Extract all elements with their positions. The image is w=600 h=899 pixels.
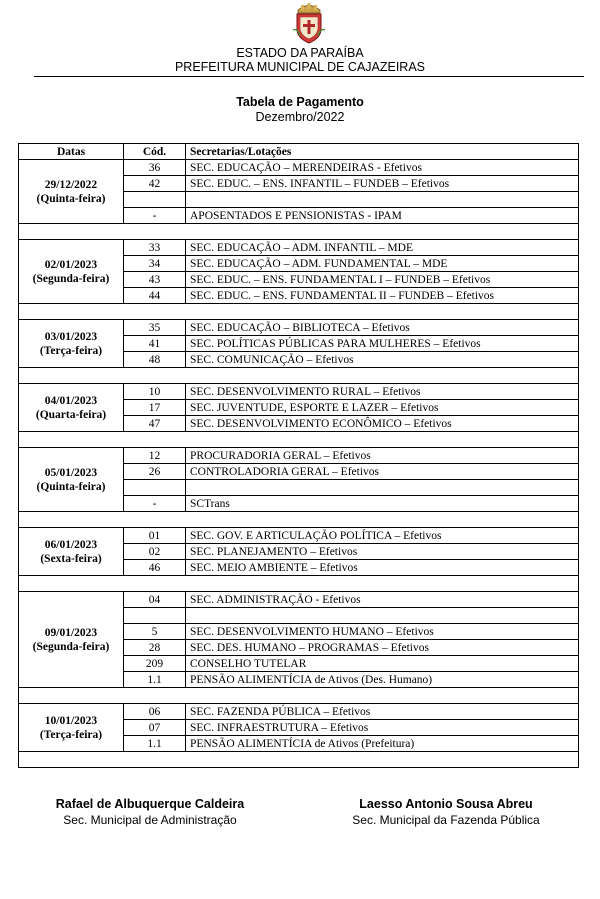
state-name: ESTADO DA PARAÍBA bbox=[236, 46, 364, 60]
department-cell: SEC. EDUCAÇÃO – ADM. FUNDAMENTAL – MDE bbox=[186, 256, 579, 272]
department-cell: SEC. DESENVOLVIMENTO RURAL – Efetivos bbox=[186, 384, 579, 400]
code-cell: 41 bbox=[124, 336, 186, 352]
code-cell: 209 bbox=[124, 656, 186, 672]
spacer-row bbox=[19, 432, 579, 448]
department-cell bbox=[186, 480, 579, 496]
payment-date: 05/01/2023 bbox=[44, 466, 98, 479]
payment-weekday: (Segunda-feira) bbox=[32, 640, 110, 653]
col-header-dates: Datas bbox=[19, 144, 124, 160]
department-cell: PENSÃO ALIMENTÍCIA de Ativos (Des. Humano) bbox=[186, 672, 579, 688]
table-row bbox=[19, 592, 579, 608]
payment-date: 06/01/2023 bbox=[44, 538, 98, 551]
code-cell: 06 bbox=[124, 704, 186, 720]
payment-weekday: (Terça-feira) bbox=[39, 344, 103, 357]
code-cell: 12 bbox=[124, 448, 186, 464]
coat-of-arms-icon bbox=[292, 2, 326, 44]
code-cell: 04 bbox=[124, 592, 186, 608]
spacer-cell bbox=[19, 304, 579, 320]
payment-date: 03/01/2023 bbox=[44, 330, 98, 343]
date-cell bbox=[19, 448, 124, 512]
spacer-row bbox=[19, 752, 579, 768]
code-cell: 34 bbox=[124, 256, 186, 272]
spacer-cell bbox=[19, 688, 579, 704]
department-cell: SCTrans bbox=[186, 496, 579, 512]
table-header-row bbox=[19, 144, 579, 160]
date-cell bbox=[19, 592, 124, 688]
spacer-cell bbox=[19, 224, 579, 240]
date-cell bbox=[19, 320, 124, 368]
department-cell: SEC. COMUNICAÇÃO – Efetivos bbox=[186, 352, 579, 368]
payment-date: 29/12/2022 bbox=[44, 178, 98, 191]
department-cell: SEC. EDUCAÇÃO – BIBLIOTECA – Efetivos bbox=[186, 320, 579, 336]
spacer-cell bbox=[19, 752, 579, 768]
spacer-cell bbox=[19, 368, 579, 384]
code-cell: 48 bbox=[124, 352, 186, 368]
payment-date: 02/01/2023 bbox=[44, 258, 98, 271]
spacer-row bbox=[19, 368, 579, 384]
code-cell: 02 bbox=[124, 544, 186, 560]
department-cell: SEC. EDUC. – ENS. FUNDAMENTAL I – FUNDEB – Efetivos bbox=[186, 272, 579, 288]
code-cell: 01 bbox=[124, 528, 186, 544]
spacer-cell bbox=[19, 512, 579, 528]
col-header-dept: Secretarias/Lotações bbox=[186, 144, 579, 160]
date-cell bbox=[19, 704, 124, 752]
code-cell: 26 bbox=[124, 464, 186, 480]
department-cell: APOSENTADOS E PENSIONISTAS - IPAM bbox=[186, 208, 579, 224]
table-row bbox=[19, 240, 579, 256]
signer-name: Laesso Antonio Sousa Abreu bbox=[359, 797, 533, 811]
payment-date: 10/01/2023 bbox=[44, 714, 98, 727]
department-cell: CONTROLADORIA GERAL – Efetivos bbox=[186, 464, 579, 480]
code-cell bbox=[124, 480, 186, 496]
department-cell: SEC. EDUC. – ENS. INFANTIL – FUNDEB – Efetivos bbox=[186, 176, 579, 192]
department-cell bbox=[186, 192, 579, 208]
code-cell: - bbox=[124, 208, 186, 224]
code-cell: 10 bbox=[124, 384, 186, 400]
payment-weekday: (Sexta-feira) bbox=[40, 552, 102, 565]
spacer-row bbox=[19, 512, 579, 528]
header-divider bbox=[34, 76, 584, 77]
signer-role: Sec. Municipal de Administração bbox=[63, 813, 237, 827]
payment-weekday: (Terça-feira) bbox=[39, 728, 103, 741]
department-cell: SEC. DESENVOLVIMENTO ECONÔMICO – Efetivos bbox=[186, 416, 579, 432]
code-cell: 43 bbox=[124, 272, 186, 288]
department-cell: SEC. PLANEJAMENTO – Efetivos bbox=[186, 544, 579, 560]
department-cell: SEC. INFRAESTRUTURA – Efetivos bbox=[186, 720, 579, 736]
signature-block-finance bbox=[316, 796, 576, 828]
table-row bbox=[19, 384, 579, 400]
signer-name: Rafael de Albuquerque Caldeira bbox=[55, 797, 245, 811]
code-cell: 07 bbox=[124, 720, 186, 736]
department-cell: SEC. DESENVOLVIMENTO HUMANO – Efetivos bbox=[186, 624, 579, 640]
code-cell: 47 bbox=[124, 416, 186, 432]
date-cell bbox=[19, 384, 124, 432]
department-cell: SEC. EDUCAÇÃO – ADM. INFANTIL – MDE bbox=[186, 240, 579, 256]
department-cell bbox=[186, 608, 579, 624]
code-cell: 36 bbox=[124, 160, 186, 176]
department-cell: SEC. DES. HUMANO – PROGRAMAS – Efetivos bbox=[186, 640, 579, 656]
department-cell: SEC. FAZENDA PÚBLICA – Efetivos bbox=[186, 704, 579, 720]
spacer-row bbox=[19, 224, 579, 240]
table-row bbox=[19, 320, 579, 336]
spacer-row bbox=[19, 576, 579, 592]
col-header-code: Cód. bbox=[124, 144, 186, 160]
payment-date: 09/01/2023 bbox=[44, 626, 98, 639]
spacer-cell bbox=[19, 576, 579, 592]
document-period: Dezembro/2022 bbox=[255, 110, 345, 124]
department-cell: SEC. EDUC. – ENS. FUNDAMENTAL II – FUNDEB – Efetivos bbox=[186, 288, 579, 304]
date-cell bbox=[19, 240, 124, 304]
department-cell: CONSELHO TUTELAR bbox=[186, 656, 579, 672]
code-cell bbox=[124, 608, 186, 624]
document-title: Tabela de Pagamento bbox=[236, 95, 364, 109]
code-cell: 17 bbox=[124, 400, 186, 416]
department-cell: PENSÃO ALIMENTÍCIA de Ativos (Prefeitura) bbox=[186, 736, 579, 752]
signature-block-administration bbox=[20, 796, 280, 828]
payment-weekday: (Quinta-feira) bbox=[36, 192, 106, 205]
code-cell: 42 bbox=[124, 176, 186, 192]
department-cell: SEC. POLÍTICAS PÚBLICAS PARA MULHERES – Efetivos bbox=[186, 336, 579, 352]
payment-weekday: (Quarta-feira) bbox=[35, 408, 107, 421]
code-cell: - bbox=[124, 496, 186, 512]
department-cell: SEC. MEIO AMBIENTE – Efetivos bbox=[186, 560, 579, 576]
table-row bbox=[19, 160, 579, 176]
code-cell: 1.1 bbox=[124, 672, 186, 688]
payment-table bbox=[18, 143, 579, 768]
code-cell: 35 bbox=[124, 320, 186, 336]
code-cell: 44 bbox=[124, 288, 186, 304]
payment-weekday: (Quinta-feira) bbox=[36, 480, 106, 493]
table-row bbox=[19, 704, 579, 720]
payment-weekday: (Segunda-feira) bbox=[32, 272, 110, 285]
date-cell bbox=[19, 160, 124, 224]
department-cell: PROCURADORIA GERAL – Efetivos bbox=[186, 448, 579, 464]
payment-date: 04/01/2023 bbox=[44, 394, 98, 407]
code-cell: 33 bbox=[124, 240, 186, 256]
department-cell: SEC. JUVENTUDE, ESPORTE E LAZER – Efetivos bbox=[186, 400, 579, 416]
department-cell: SEC. GOV. E ARTICULAÇÃO POLÍTICA – Efetivos bbox=[186, 528, 579, 544]
code-cell: 28 bbox=[124, 640, 186, 656]
table-row bbox=[19, 528, 579, 544]
date-cell bbox=[19, 528, 124, 576]
signer-role: Sec. Municipal da Fazenda Pública bbox=[352, 813, 540, 827]
spacer-cell bbox=[19, 432, 579, 448]
department-cell: SEC. EDUCAÇÃO – MERENDEIRAS - Efetivos bbox=[186, 160, 579, 176]
city-hall-name: PREFEITURA MUNICIPAL DE CAJAZEIRAS bbox=[174, 60, 426, 74]
code-cell: 46 bbox=[124, 560, 186, 576]
code-cell: 5 bbox=[124, 624, 186, 640]
code-cell bbox=[124, 192, 186, 208]
spacer-row bbox=[19, 304, 579, 320]
spacer-row bbox=[19, 688, 579, 704]
table-row bbox=[19, 448, 579, 464]
department-cell: SEC. ADMINISTRAÇÃO - Efetivos bbox=[186, 592, 579, 608]
code-cell: 1.1 bbox=[124, 736, 186, 752]
